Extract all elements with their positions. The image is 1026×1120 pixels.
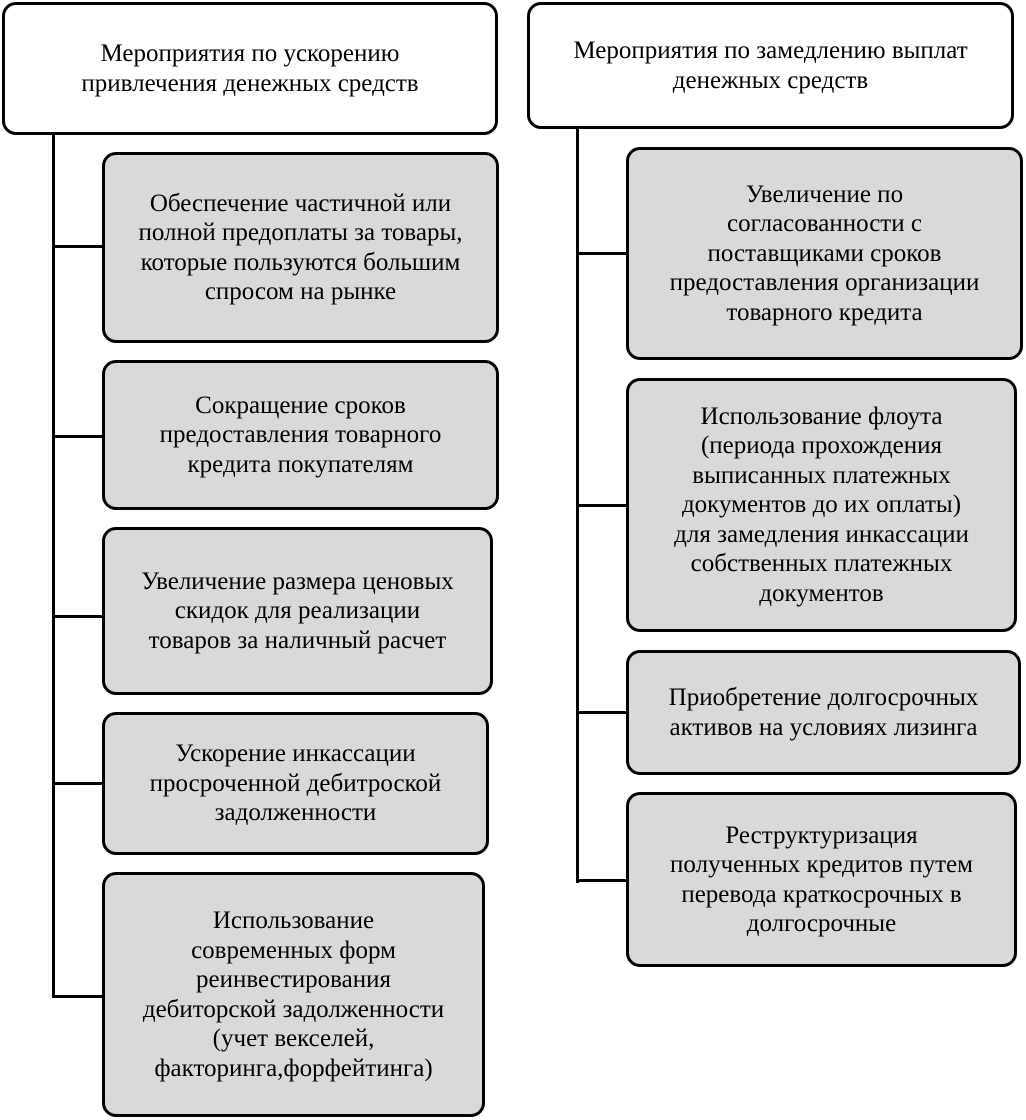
left-item-text: Увеличение размера ценовых скидок для реализации товаров за наличный расчет bbox=[141, 567, 454, 654]
right-item-box bbox=[626, 378, 1017, 632]
left-item-box bbox=[102, 152, 499, 343]
right-item-box bbox=[626, 792, 1017, 967]
right-branch-line-4 bbox=[576, 879, 626, 882]
right-branch-line-3 bbox=[576, 711, 626, 714]
left-item-box bbox=[102, 872, 485, 1117]
right-item-text: Реструктуризация полученных кредитов путем перевода краткосрочных в долгосрочные bbox=[670, 821, 973, 937]
left-branch-line-4 bbox=[52, 782, 102, 785]
left-item-box bbox=[102, 527, 493, 695]
left-item-text: Ускорение инкассации просроченной дебитроской задолженности bbox=[149, 740, 442, 827]
right-item-box bbox=[626, 147, 1023, 360]
left-branch-line-1 bbox=[52, 245, 102, 248]
right-item-box bbox=[626, 650, 1021, 775]
left-branch-line-5 bbox=[52, 995, 102, 998]
left-trunk-line bbox=[52, 134, 55, 998]
left-item-text: Обеспечение частичной или полной предоплаты за товары, которые пользуются большим спросом на рынке bbox=[138, 189, 463, 305]
left-item-text: Сокращение сроков предоставления товарного кредита покупателям bbox=[159, 391, 442, 478]
left-branch-line-3 bbox=[52, 615, 102, 618]
left-header-text: Мероприятия по ускорению привлечения денежных средств bbox=[81, 40, 419, 97]
right-branch-line-2 bbox=[576, 504, 626, 507]
left-item-box bbox=[102, 712, 489, 855]
right-item-text: Приобретение долгосрочных активов на условиях лизинга bbox=[668, 684, 979, 741]
right-item-text: Использование флоута (периода прохождения выписанных платежных документов до их оплаты) для замедления инкассации собственных платежных документов bbox=[674, 402, 969, 607]
right-item-text: Увеличение по согласованности с поставщиками сроков предоставления организации товарного кредита bbox=[669, 180, 980, 326]
left-branch-line-2 bbox=[52, 435, 102, 438]
left-header-box bbox=[2, 2, 498, 135]
right-header-box bbox=[527, 2, 1014, 129]
right-header-text: Мероприятия по замедлению выплат денежных средств bbox=[573, 37, 968, 94]
left-item-text: Использование современных форм реинвестирования дебиторской задолженности (учет векселей, факторинга,форфейтинга) bbox=[142, 907, 445, 1082]
left-item-box bbox=[102, 360, 499, 510]
right-branch-line-1 bbox=[576, 252, 626, 255]
